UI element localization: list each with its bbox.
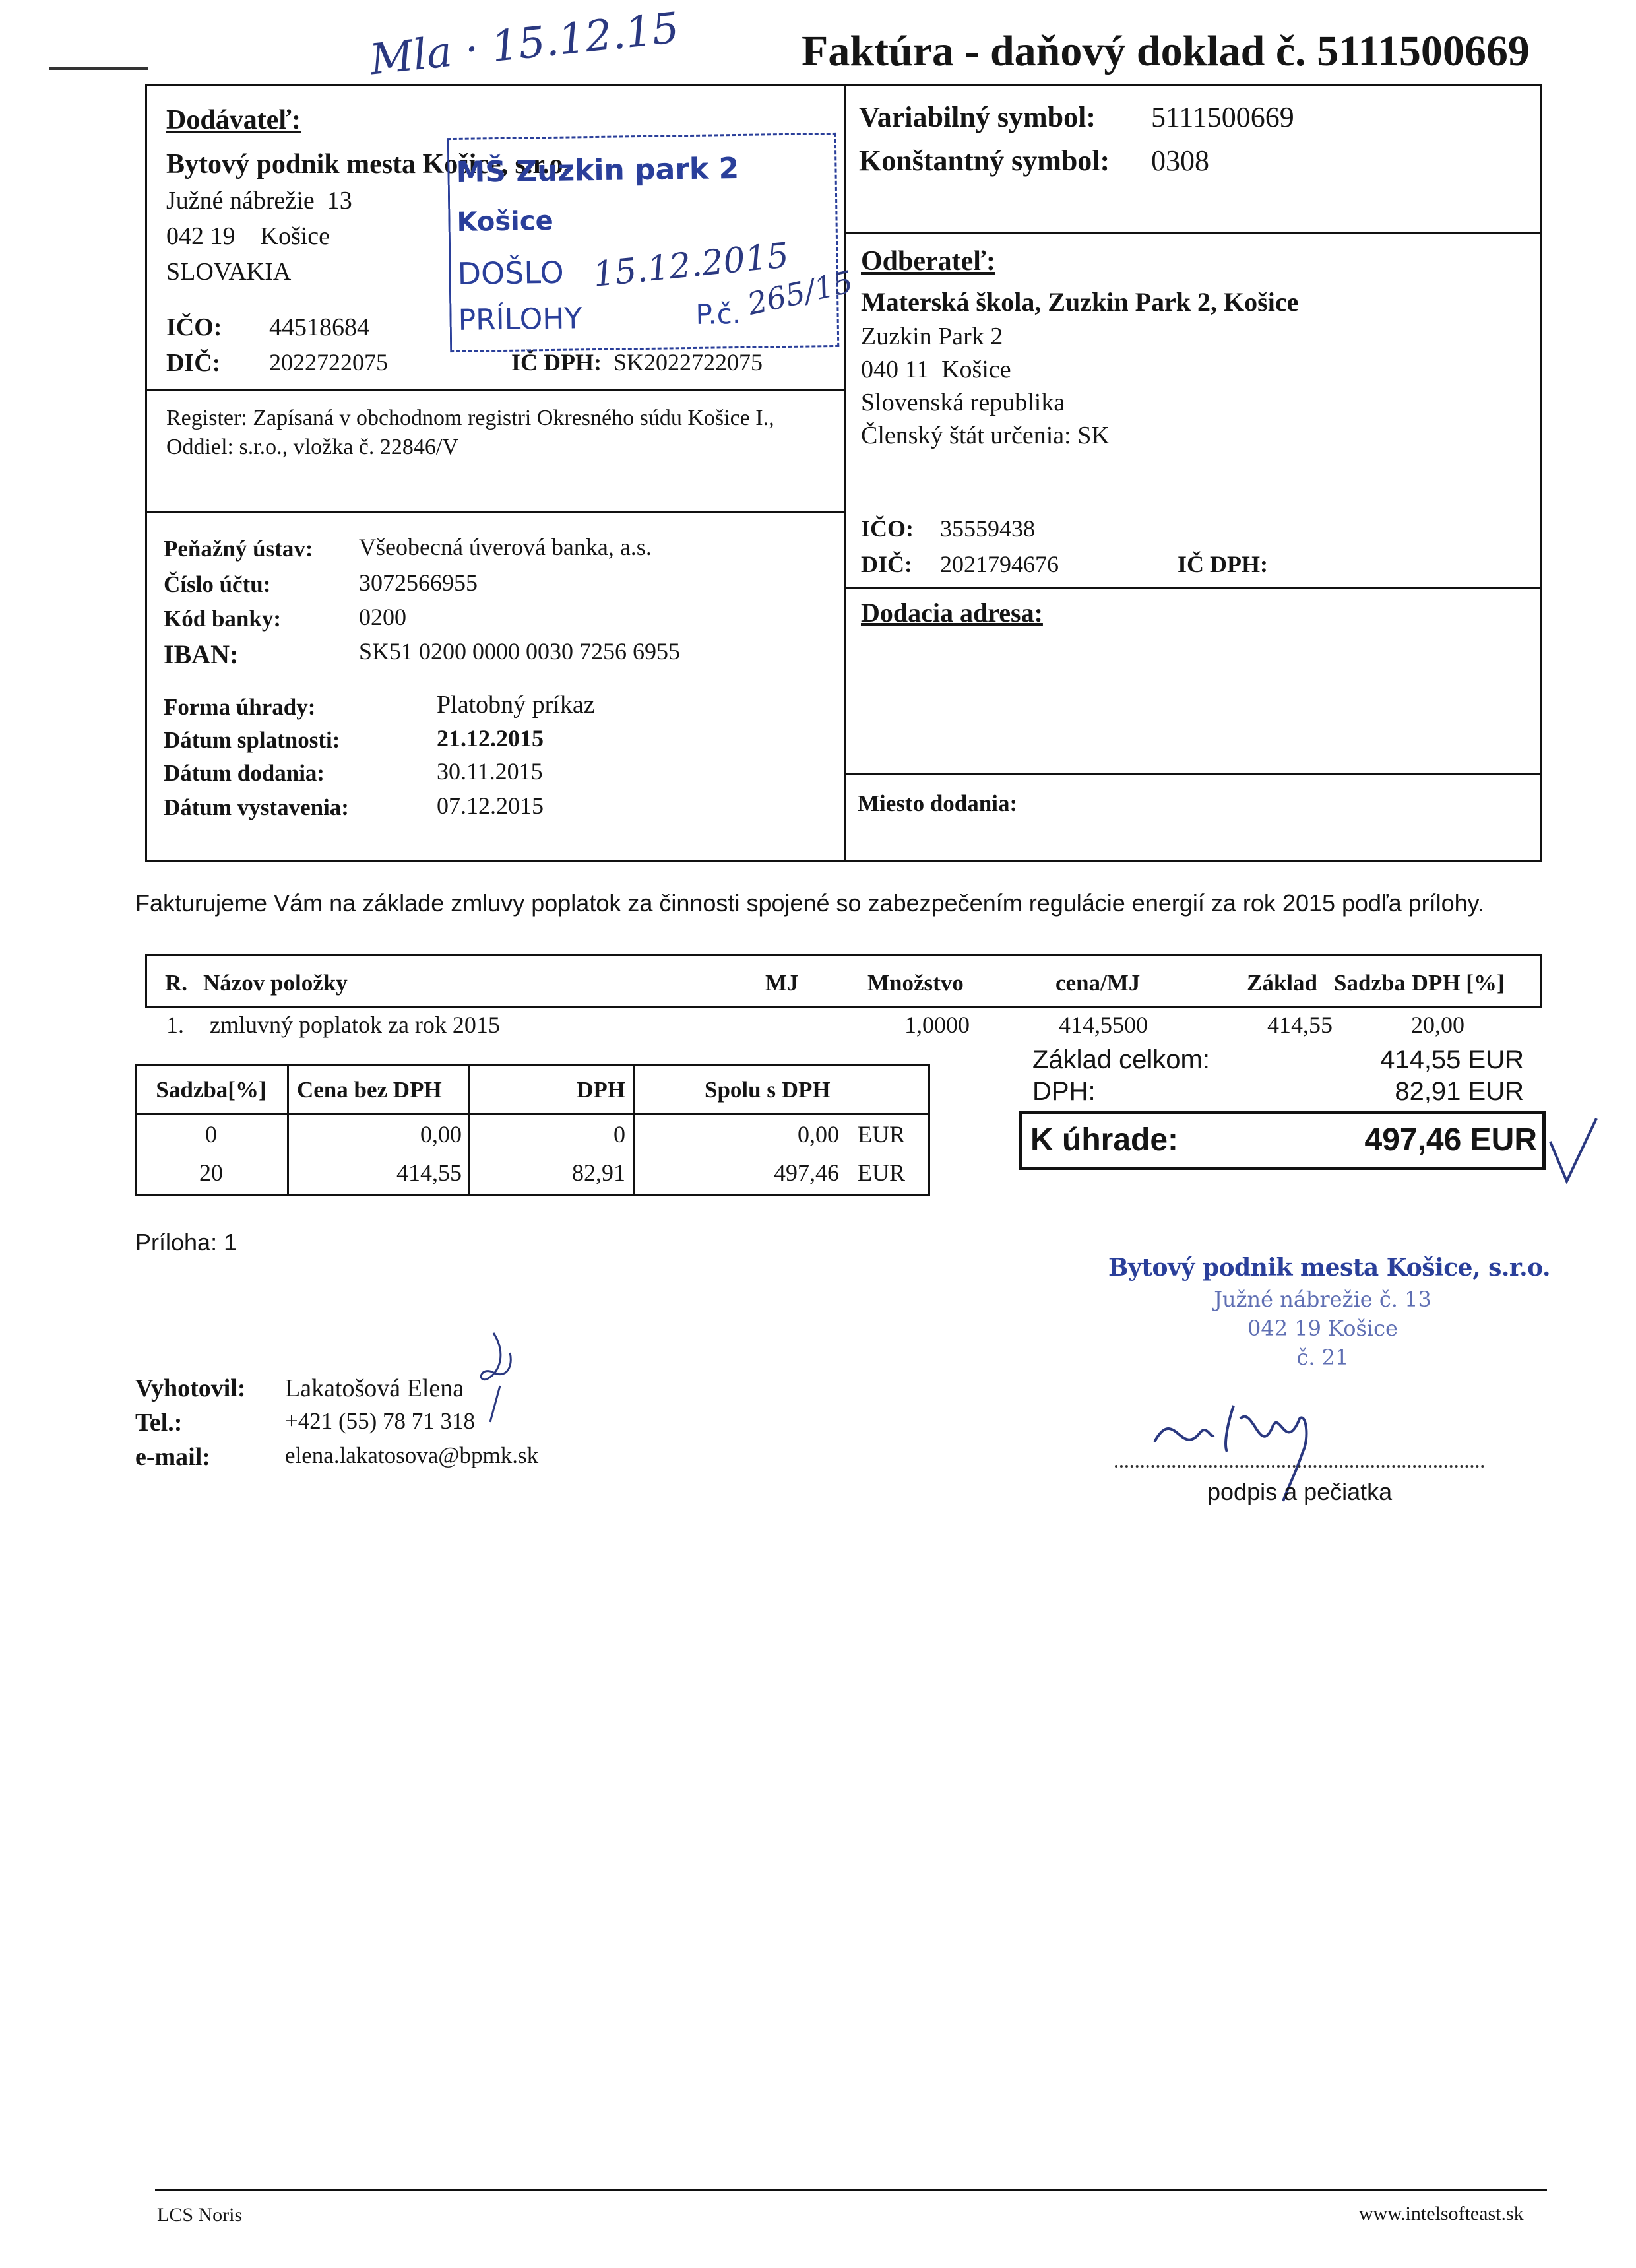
header-box bbox=[145, 84, 1542, 862]
items-header-price: cena/MJ bbox=[1055, 970, 1141, 996]
totals-vat-label: DPH: bbox=[1032, 1077, 1096, 1106]
items-header-mj: MJ bbox=[765, 970, 799, 996]
issuer-prepared-label: Vyhotovil: bbox=[135, 1375, 246, 1402]
customer-ico-label: IČO: bbox=[861, 515, 914, 542]
supplier-icdph-label: IČ DPH: bbox=[511, 349, 602, 375]
received-stamp-received-label: DOŠLO bbox=[457, 254, 565, 292]
customer-name: Materská škola, Zuzkin Park 2, Košice bbox=[861, 287, 1299, 317]
supplier-city: 042 19 Košice bbox=[166, 222, 330, 250]
variable-symbol-label: Variabilný symbol: bbox=[859, 101, 1096, 133]
variable-symbol: 5111500669 bbox=[1151, 101, 1294, 133]
header-divider-vertical bbox=[844, 84, 846, 862]
vat-header-vat: DPH bbox=[577, 1077, 625, 1103]
vat-row1-currency: EUR bbox=[858, 1159, 905, 1186]
issuer-tel: +421 (55) 78 71 318 bbox=[285, 1408, 476, 1434]
totals-base-label: Základ celkom: bbox=[1032, 1045, 1210, 1074]
attachment-count: Príloha: 1 bbox=[135, 1229, 237, 1256]
supplier-dic: 2022722075 bbox=[269, 349, 388, 375]
items-table-header bbox=[145, 954, 1542, 1008]
payment-delivery-date: 30.11.2015 bbox=[437, 758, 543, 785]
customer-divider bbox=[844, 587, 1542, 589]
amount-due-label: K úhrade: bbox=[1030, 1122, 1179, 1157]
vat-row0-vat: 0 bbox=[614, 1121, 625, 1148]
vat-row0-net: 0,00 bbox=[420, 1121, 462, 1148]
payment-form-label: Forma úhrady: bbox=[164, 694, 316, 720]
company-stamp-street: Južné nábrežie č. 13 bbox=[1214, 1287, 1432, 1312]
vat-row1-vat: 82,91 bbox=[572, 1159, 625, 1186]
invoice-intro-text: Fakturujeme Vám na základe zmluvy poplatok za činnosti spojené so zabezpečením regulácie energií za rok 2015 podľa prílohy. bbox=[135, 890, 1484, 917]
delivery-place-label: Miesto dodania: bbox=[858, 791, 1018, 816]
received-stamp-city: Košice bbox=[456, 205, 553, 238]
supplier-ico: 44518684 bbox=[269, 313, 369, 341]
vat-row0-currency: EUR bbox=[858, 1121, 905, 1148]
vat-header-total: Spolu s DPH bbox=[705, 1077, 831, 1103]
bank-code: 0200 bbox=[359, 604, 406, 630]
company-stamp-number: č. 21 bbox=[1296, 1345, 1349, 1370]
items-row-price: 414,5500 bbox=[1059, 1012, 1148, 1038]
vat-row0-total: 0,00 bbox=[798, 1121, 839, 1148]
items-row-r: 1. bbox=[166, 1012, 184, 1038]
totals-base: 414,55 EUR bbox=[1380, 1045, 1524, 1074]
supplier-register: Register: Zapísaná v obchodnom registri Okresného súdu Košice I., Oddiel: s.r.o., vložka č. 22846/V bbox=[166, 406, 774, 459]
items-header-r: R. bbox=[165, 970, 188, 996]
vat-table-col3 bbox=[633, 1064, 635, 1196]
received-stamp-pc-label: P.č. bbox=[695, 297, 741, 331]
delivery-divider bbox=[844, 773, 1542, 775]
supplier-name: Bytový podnik mesta Košice, s.r.o. bbox=[166, 149, 571, 179]
footer-left: LCS Noris bbox=[157, 2204, 243, 2226]
issuer-email: elena.lakatosova@bpmk.sk bbox=[285, 1442, 539, 1468]
vat-header-rate: Sadzba[%] bbox=[156, 1077, 267, 1103]
customer-icdph-label: IČ DPH: bbox=[1178, 551, 1268, 577]
payment-issue: 07.12.2015 bbox=[437, 793, 544, 819]
bank-iban: SK51 0200 0000 0030 7256 6955 bbox=[359, 638, 681, 664]
customer-heading: Odberateľ: bbox=[861, 246, 995, 276]
supplier-street: Južné nábrežie 13 bbox=[166, 187, 352, 214]
supplier-divider bbox=[145, 389, 846, 391]
customer-member-state: Členský štát určenia: SK bbox=[861, 422, 1110, 449]
received-stamp-number: 265/15 bbox=[744, 263, 856, 322]
invoice-title: Faktúra - daňový doklad č. 5111500669 bbox=[802, 27, 1530, 75]
customer-country: Slovenská republika bbox=[861, 389, 1065, 416]
issuer-email-label: e-mail: bbox=[135, 1443, 210, 1471]
supplier-icdph: SK2022722075 bbox=[614, 349, 763, 375]
received-stamp-attachments-label: PRÍLOHY bbox=[458, 302, 582, 337]
footer-right: www.intelsofteast.sk bbox=[1359, 2203, 1524, 2224]
bank-iban-label: IBAN: bbox=[164, 639, 239, 669]
vat-table-col1 bbox=[287, 1064, 289, 1196]
vat-row0-rate: 0 bbox=[205, 1121, 217, 1148]
payment-delivery-label: Dátum dodania: bbox=[164, 760, 325, 786]
initials-signature-icon bbox=[474, 1326, 526, 1425]
payment-due: 21.12.2015 bbox=[437, 725, 544, 752]
items-header-qty: Množstvo bbox=[867, 970, 964, 996]
supplier-dic-label: DIČ: bbox=[166, 349, 221, 377]
symbols-divider bbox=[844, 232, 1542, 234]
supplier-heading: Dodávateľ: bbox=[166, 105, 301, 135]
vat-row1-net: 414,55 bbox=[396, 1159, 462, 1186]
supplier-ico-label: IČO: bbox=[166, 313, 222, 341]
customer-street: Zuzkin Park 2 bbox=[861, 323, 1003, 350]
payment-issue-label: Dátum vystavenia: bbox=[164, 794, 349, 820]
vat-header-net: Cena bez DPH bbox=[297, 1077, 442, 1103]
handwritten-date-note: Mla · 15.12.15 bbox=[367, 3, 681, 85]
vat-row1-total: 497,46 bbox=[774, 1159, 839, 1186]
totals-vat: 82,91 EUR bbox=[1395, 1077, 1524, 1106]
amount-due: 497,46 EUR bbox=[1364, 1122, 1537, 1157]
vat-row1-rate: 20 bbox=[199, 1159, 223, 1186]
bank-account-label: Číslo účtu: bbox=[164, 571, 271, 597]
items-row-base: 414,55 bbox=[1267, 1012, 1333, 1038]
payment-form: Platobný príkaz bbox=[437, 691, 595, 719]
bank-code-label: Kód banky: bbox=[164, 606, 281, 632]
bank-institution: Všeobecná úverová banka, a.s. bbox=[359, 534, 652, 560]
signature-line bbox=[1115, 1465, 1484, 1468]
bank-institution-label: Peňažný ústav: bbox=[164, 536, 313, 562]
checkmark-icon bbox=[1547, 1115, 1600, 1188]
items-row-name: zmluvný poplatok za rok 2015 bbox=[210, 1012, 500, 1038]
items-header-vat: Sadzba DPH [%] bbox=[1334, 970, 1505, 996]
customer-dic: 2021794676 bbox=[940, 551, 1059, 577]
register-divider bbox=[145, 511, 846, 513]
signature-caption: podpis a pečiatka bbox=[1207, 1478, 1393, 1505]
delivery-address-label: Dodacia adresa: bbox=[861, 598, 1043, 628]
customer-ico: 35559438 bbox=[940, 515, 1035, 542]
supplier-country: SLOVAKIA bbox=[166, 258, 292, 286]
bank-account: 3072566955 bbox=[359, 569, 478, 596]
company-stamp-city: 042 19 Košice bbox=[1247, 1316, 1398, 1341]
customer-dic-label: DIČ: bbox=[861, 551, 912, 577]
issuer-prepared: Lakatošová Elena bbox=[285, 1375, 464, 1402]
received-stamp-school: MŠ Zuzkin park 2 bbox=[456, 151, 739, 189]
footer-rule bbox=[155, 2189, 1547, 2191]
payment-due-label: Dátum splatnosti: bbox=[164, 727, 340, 753]
received-stamp-date: 15.12.2015 bbox=[591, 236, 791, 295]
constant-symbol: 0308 bbox=[1151, 145, 1209, 177]
customer-city: 040 11 Košice bbox=[861, 356, 1011, 383]
margin-dash bbox=[49, 67, 148, 70]
company-stamp-name: Bytový podnik mesta Košice, s.r.o. bbox=[1108, 1254, 1551, 1281]
received-stamp bbox=[447, 133, 856, 352]
vat-table-header-line bbox=[135, 1113, 930, 1115]
vat-table-col2 bbox=[468, 1064, 470, 1196]
items-header-name: Názov položky bbox=[203, 970, 348, 996]
issuer-tel-label: Tel.: bbox=[135, 1409, 183, 1437]
items-row-vat: 20,00 bbox=[1411, 1012, 1464, 1038]
items-header-base: Základ bbox=[1247, 970, 1317, 996]
constant-symbol-label: Konštantný symbol: bbox=[859, 145, 1110, 177]
items-row-qty: 1,0000 bbox=[904, 1012, 970, 1038]
